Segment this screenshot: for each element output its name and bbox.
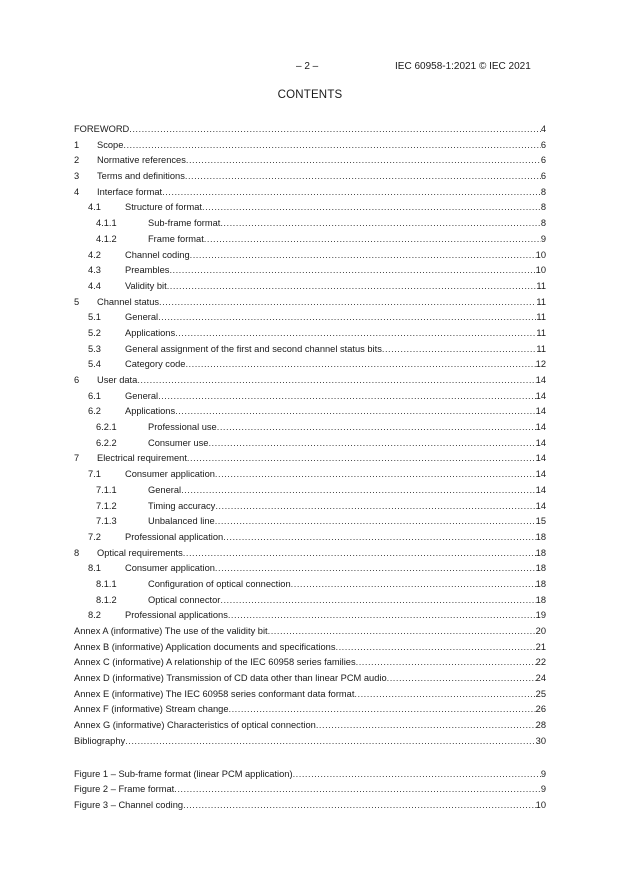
toc-entry-title: Consumer application — [125, 469, 215, 480]
dot-leader — [335, 642, 535, 653]
dot-leader — [223, 532, 535, 543]
toc-entry-title: Figure 1 – Sub-frame format (linear PCM application) — [74, 768, 293, 779]
toc-entry[interactable] — [74, 769, 546, 785]
toc-entry[interactable] — [74, 297, 546, 313]
toc-entry-title: Scope — [97, 139, 124, 150]
toc-entry[interactable] — [74, 155, 546, 171]
dot-leader — [215, 501, 535, 512]
table-of-contents — [74, 124, 546, 816]
toc-entry-title: General assignment of the first and second channel status bits — [125, 343, 382, 354]
toc-entry-number: 6.2.2 — [96, 437, 117, 448]
toc-entry[interactable] — [74, 469, 546, 485]
toc-entry-page: 9 — [540, 233, 546, 244]
toc-entry-number: 7.1.3 — [96, 516, 117, 527]
dot-leader — [187, 453, 536, 464]
toc-entry[interactable] — [74, 563, 546, 579]
dot-leader — [159, 297, 536, 308]
dot-leader — [162, 187, 541, 198]
dot-leader — [204, 234, 541, 245]
toc-entry-page: 14 — [535, 390, 546, 401]
toc-entry-title: FOREWORD — [74, 124, 130, 134]
dot-leader — [183, 800, 536, 811]
toc-entry-title: Bibliography — [74, 735, 126, 746]
dot-leader — [183, 548, 536, 559]
toc-entry-number: 7.1.1 — [96, 484, 117, 495]
toc-entry-title: Professional applications — [125, 610, 228, 621]
dot-leader — [202, 202, 541, 213]
toc-entry-number: 4.4 — [88, 280, 101, 291]
toc-entry-number: 8 — [74, 547, 80, 558]
toc-entry-page: 11 — [536, 343, 546, 354]
dot-leader — [129, 124, 541, 135]
toc-entry-title: Interface format — [97, 186, 163, 197]
dot-leader — [229, 704, 536, 715]
toc-entry-page: 21 — [535, 641, 546, 652]
toc-entry-title: Optical connector — [148, 594, 221, 605]
toc-entry-page: 11 — [536, 327, 546, 338]
toc-entry-title: Channel status — [97, 296, 160, 307]
dot-leader — [158, 391, 536, 402]
toc-entry-page: 14 — [535, 406, 546, 417]
toc-entry[interactable] — [74, 359, 546, 375]
toc-entry-title: Sub-frame format — [148, 218, 221, 229]
dot-leader — [185, 359, 535, 370]
toc-entry-title: Applications — [125, 406, 176, 417]
dot-leader — [356, 657, 536, 668]
toc-entry[interactable] — [74, 610, 546, 626]
toc-entry[interactable] — [74, 595, 546, 611]
toc-entry-title: Channel coding — [125, 249, 190, 260]
toc-entry-page: 18 — [535, 531, 546, 542]
toc-entry-number: 4.1 — [88, 202, 101, 213]
toc-entry-title: Annex C (informative) A relationship of the IEC 60958 series families — [74, 657, 356, 668]
toc-entry[interactable] — [74, 281, 546, 297]
toc-entry-page: 6 — [540, 155, 546, 166]
toc-entry-page: 24 — [535, 673, 546, 684]
toc-entry[interactable] — [74, 344, 546, 360]
toc-entry[interactable] — [74, 234, 546, 250]
toc-entry[interactable] — [74, 501, 546, 517]
toc-entry-title: Annex D (informative) Transmission of CD data other than linear PCM audio — [74, 673, 387, 684]
toc-entry-number: 6.2 — [88, 406, 101, 417]
toc-entry-page: 14 — [535, 500, 546, 511]
dot-leader — [186, 155, 541, 166]
toc-entry-page: 11 — [536, 296, 546, 307]
toc-entry-number: 6.2.1 — [96, 422, 117, 433]
dot-leader — [208, 438, 535, 449]
toc-entry-page: 12 — [535, 359, 546, 370]
dot-leader — [174, 784, 541, 795]
toc-entry-title: Optical requirements — [97, 547, 183, 558]
toc-entry-page: 8 — [540, 202, 546, 213]
toc-entry-number: 7 — [74, 453, 80, 464]
toc-entry-page: 6 — [540, 171, 546, 182]
toc-entry-page: 9 — [540, 784, 546, 795]
toc-entry[interactable] — [74, 391, 546, 407]
toc-entry-title: Annex A (informative) The use of the validity bit — [74, 626, 268, 636]
toc-entry-page: 18 — [535, 547, 546, 558]
toc-entry-title: General — [148, 484, 182, 495]
toc-entry-page: 14 — [535, 422, 546, 433]
toc-entry[interactable] — [74, 704, 546, 720]
toc-entry-number: 3 — [74, 171, 80, 182]
toc-entry-page: 18 — [535, 578, 546, 589]
toc-entry[interactable] — [74, 453, 546, 469]
toc-entry-page: 11 — [536, 280, 546, 291]
toc-entry[interactable] — [74, 548, 546, 564]
toc-entry-number: 2 — [74, 155, 80, 166]
dot-leader — [181, 485, 536, 496]
toc-entry[interactable] — [74, 422, 546, 438]
toc-entry-title: Consumer use — [148, 437, 209, 448]
toc-entry-page: 28 — [535, 720, 546, 731]
standard-reference: IEC 60958-1:2021 © IEC 2021 — [395, 61, 531, 72]
toc-entry-page: 14 — [535, 437, 546, 448]
toc-entry-title: Annex F (informative) Stream change — [74, 704, 229, 715]
toc-entry[interactable] — [74, 720, 546, 736]
dot-leader — [291, 579, 536, 590]
dot-leader — [382, 344, 536, 355]
toc-entry[interactable] — [74, 516, 546, 532]
toc-entry-title: Electrical requirement — [97, 453, 187, 464]
toc-entry-title: Annex G (informative) Characteristics of optical connection — [74, 720, 316, 731]
toc-entry[interactable] — [74, 626, 546, 642]
toc-entry[interactable] — [74, 784, 546, 800]
toc-entry[interactable] — [74, 657, 546, 673]
toc-entry-title: Frame format — [148, 233, 204, 244]
toc-entry[interactable] — [74, 800, 546, 816]
toc-entry-number: 7.1.2 — [96, 500, 117, 511]
toc-entry-title: General — [125, 390, 159, 401]
toc-entry-title: Annex B (informative) Application documents and specifications — [74, 641, 336, 652]
toc-entry-page: 14 — [535, 453, 546, 464]
toc-entry-number: 5 — [74, 296, 80, 307]
toc-entry-number: 5.2 — [88, 327, 101, 338]
toc-entry-page: 15 — [535, 516, 546, 527]
toc-entry-number: 5.4 — [88, 359, 101, 370]
toc-entry-title: Professional application — [125, 531, 224, 542]
toc-entry-title: Terms and definitions — [97, 171, 185, 182]
toc-entry-page: 14 — [535, 375, 546, 385]
toc-entry[interactable] — [74, 642, 546, 658]
toc-entry-number: 8.1.2 — [96, 594, 117, 605]
dot-leader — [217, 422, 536, 433]
toc-entry-title: Category code — [125, 359, 186, 370]
toc-entry[interactable] — [74, 171, 546, 187]
toc-entry-number: 4.1.1 — [96, 218, 117, 229]
toc-entry-page: 8 — [540, 218, 546, 229]
dot-leader — [220, 595, 535, 606]
toc-entry[interactable] — [74, 406, 546, 422]
toc-entry[interactable] — [74, 312, 546, 328]
toc-entry-page: 26 — [535, 704, 546, 715]
dot-leader — [185, 171, 541, 182]
toc-entry-number: 4.1.2 — [96, 233, 117, 244]
dot-leader — [387, 673, 536, 684]
dot-leader — [215, 469, 536, 480]
dot-leader — [316, 720, 536, 731]
dot-leader — [169, 265, 535, 276]
toc-entry-number: 4.2 — [88, 249, 101, 260]
toc-entry-title: Validity bit — [125, 280, 167, 291]
toc-entry-number: 8.1.1 — [96, 578, 117, 589]
toc-entry-number: 8.1 — [88, 563, 101, 574]
toc-entry-page: 4 — [540, 124, 546, 134]
toc-entry-title: General — [125, 312, 159, 323]
toc-entry-page: 6 — [540, 139, 546, 150]
toc-entry-number: 7.2 — [88, 531, 101, 542]
toc-entry-title: Normative references — [97, 155, 186, 166]
dot-leader — [137, 375, 535, 386]
toc-entry-number: 6.1 — [88, 390, 101, 401]
dot-leader — [190, 250, 536, 261]
toc-entry[interactable] — [74, 485, 546, 501]
toc-entry-number: 6 — [74, 375, 80, 385]
toc-entry-number: 1 — [74, 139, 80, 150]
toc-entry-page: 30 — [535, 735, 546, 746]
toc-entry[interactable] — [74, 532, 546, 548]
toc-entry-page: 10 — [535, 249, 546, 260]
toc-entry-page: 18 — [535, 594, 546, 605]
toc-entry-page: 14 — [535, 484, 546, 495]
dot-leader — [215, 516, 536, 527]
dot-leader — [293, 769, 541, 780]
toc-entry-title: Unbalanced line — [148, 516, 215, 527]
toc-entry-title: Professional use — [148, 422, 217, 433]
toc-entry[interactable] — [74, 579, 546, 595]
dot-leader — [167, 281, 537, 292]
toc-entry[interactable] — [74, 140, 546, 156]
contents-title: CONTENTS — [277, 89, 343, 101]
toc-entry-title: User data — [97, 375, 138, 385]
toc-entry-page: 11 — [536, 312, 546, 323]
toc-entry[interactable] — [74, 250, 546, 266]
toc-entry-title: Figure 3 – Channel coding — [74, 799, 184, 810]
toc-entry-title: Configuration of optical connection — [148, 578, 291, 589]
toc-entry-title: Preambles — [125, 265, 170, 276]
toc-entry[interactable] — [74, 187, 546, 203]
dot-leader — [268, 626, 536, 637]
dot-leader — [125, 736, 535, 747]
toc-entry[interactable] — [74, 375, 546, 391]
toc-entry-title: Timing accuracy — [148, 500, 216, 511]
dot-leader — [215, 563, 536, 574]
toc-entry-number: 8.2 — [88, 610, 101, 621]
toc-entry[interactable] — [74, 218, 546, 234]
toc-entry-page: 20 — [535, 626, 546, 636]
toc-entry-page: 8 — [540, 186, 546, 197]
toc-entry-page: 9 — [540, 768, 546, 779]
toc-entry[interactable] — [74, 265, 546, 281]
toc-entry-page: 10 — [535, 265, 546, 276]
toc-entry-number: 5.3 — [88, 343, 101, 354]
toc-entry[interactable] — [74, 736, 546, 752]
toc-entry-page: 22 — [535, 657, 546, 668]
toc-entry[interactable] — [74, 689, 546, 705]
toc-entry-page: 19 — [535, 610, 546, 621]
toc-entry[interactable] — [74, 124, 546, 140]
dot-leader — [158, 312, 536, 323]
toc-entry-page: 18 — [535, 563, 546, 574]
toc-entry-number: 5.1 — [88, 312, 101, 323]
dot-leader — [123, 140, 540, 151]
toc-entry-number: 4.3 — [88, 265, 101, 276]
dot-leader — [228, 610, 536, 621]
dot-leader — [175, 406, 536, 417]
toc-entry[interactable] — [74, 673, 546, 689]
dot-leader — [354, 689, 535, 700]
toc-entry-title: Figure 2 – Frame format — [74, 784, 175, 795]
toc-entry[interactable] — [74, 438, 546, 454]
toc-entry[interactable] — [74, 328, 546, 344]
toc-entry-page: 25 — [535, 688, 546, 699]
toc-entry-title: Annex E (informative) The IEC 60958 series conformant data format — [74, 688, 355, 699]
toc-entry-title: Consumer application — [125, 563, 215, 574]
toc-entry-number: 7.1 — [88, 469, 101, 480]
dot-leader — [220, 218, 540, 229]
toc-entry-page: 10 — [535, 799, 546, 810]
toc-entry-page: 14 — [535, 469, 546, 480]
toc-entry-title: Structure of format — [125, 202, 202, 213]
toc-entry[interactable] — [74, 202, 546, 218]
toc-entry-title: Applications — [125, 327, 176, 338]
dot-leader — [175, 328, 536, 339]
page-number: – 2 – — [296, 61, 319, 72]
toc-entry-number: 4 — [74, 186, 80, 197]
